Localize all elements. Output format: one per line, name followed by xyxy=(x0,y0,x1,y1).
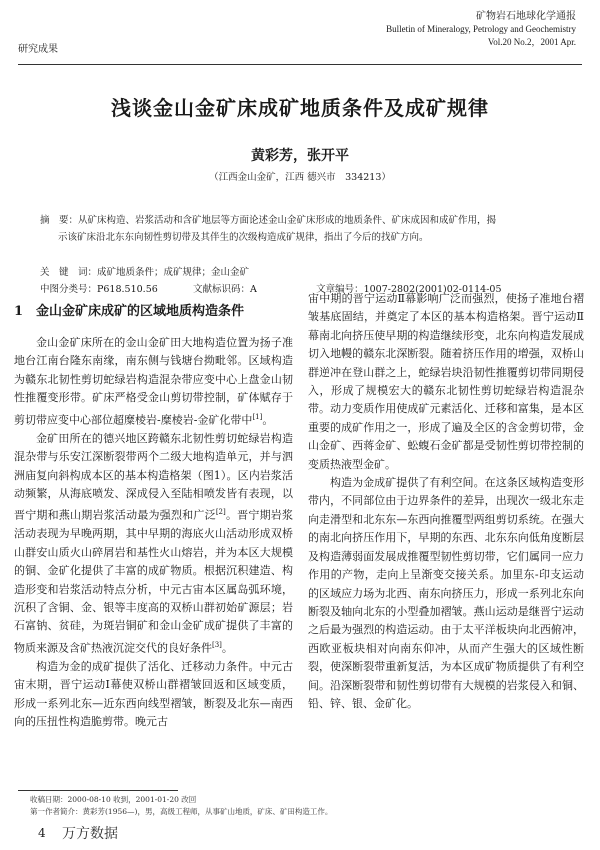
article-number: 文章编号：1007-2802(2001)02-0114-05 xyxy=(316,284,502,295)
clc-number: 中图分类号：P618.510.56 xyxy=(40,284,158,295)
column-right xyxy=(308,290,584,713)
journal-volume: Vol.20 No.2，2001 Apr. xyxy=(487,37,576,47)
citation: [2] xyxy=(215,508,226,517)
keywords-label: 关 键 词： xyxy=(40,267,98,278)
section-label: 研究成果 xyxy=(18,44,58,55)
citation: [1] xyxy=(252,412,263,421)
paragraph: 金矿田所在的德兴地区跨赣东北韧性剪切蛇绿岩构造混杂带与乐安江深断裂带两个二级大地构造单元，并与泗洲庙复向斜构成本区的基本构造格架（图1）。区内岩浆活动频繁，从海底喷发、深成侵入至陆相喷发皆有表现，以晋宁期和燕山期岩浆活动最为强烈和广泛[2]。晋宁期岩浆活动表现为早晚两期，其中早期的海底火山活动形成双桥山群安山质火山碎屑岩和基性火山熔岩，并为本区大规模的铜、金矿化提供了丰富的成矿物质。根据沉积建造、构造形变和岩浆活动特点分析，中元古宙本区属岛弧环境，沉积了含铜、金、银等丰度高的双桥山群初始矿源层；岩石富钠、贫硅，为斑岩铜矿和金山金矿成矿提供了丰富的物质来源及含矿热液沉淀交代的良好条件[3]。 xyxy=(14,431,294,655)
paragraph: 宙中期的晋宁运动Ⅱ幕影响广泛而强烈，使扬子准地台褶皱基底固结，并奠定了本区的基本构造格架。晋宁运动Ⅱ幕南北向挤压使早期的构造继续形变，北东向构造发展成切入地幔的赣东北深断裂。随着挤压作用的增强，双桥山群逆冲在登山群之上，蛇绿岩块沿韧性推覆剪切带同期侵入，形成了规模宏大的赣东北韧性剪切蛇绿岩构造混杂带。动力变质作用使成矿元素活化、迁移和富集，是本区重要的成矿作用之一，形成了遍及全区的含金剪切带，金山金矿、西蒋金矿、蚣蝮石金矿都是受韧性剪切带控制的变质热液型金矿。 xyxy=(308,292,584,471)
watermark: 万方数据 xyxy=(62,826,118,842)
journal-name-cn: 矿物岩石地球化学通报 xyxy=(476,11,576,22)
section-1-heading: 1 金山金矿床成矿的区域地质构造条件 xyxy=(14,304,245,319)
received-date: 收稿日期：2000-08-10 收到，2001-01-20 改回 xyxy=(30,795,197,804)
citation: [3] xyxy=(212,640,222,649)
column-left xyxy=(14,300,293,732)
abstract-label: 摘 要： xyxy=(40,215,79,226)
paragraph: 构造为金的成矿提供了活化、迁移动力条件。中元古宙末期，晋宁运动Ⅰ幕使双桥山群褶皱回返和区域变质，形成一系列北东—近东西向线型褶皱，断裂及北东—南西向的压扭性构造脆剪带。晚元古 xyxy=(14,659,293,729)
header-divider xyxy=(18,64,582,65)
abstract-text-1: 从矿床构造、岩浆活动和含矿地层等方面论述金山金矿床形成的地质条件、矿床成因和成矿作用，揭 xyxy=(78,215,497,226)
abstract xyxy=(40,212,560,246)
journal-header xyxy=(386,10,576,49)
paragraph: 金山金矿床所在的金山金矿田大地构造位置为扬子准地台江南台隆东南缘，南东侧与钱塘台拗毗邻。区域构造为赣东北韧性剪切蛇绿岩构造混杂带应变中心上盘金山韧性推覆变形带。矿床严格受金山剪切带控制，矿体赋存于剪切带应变中心部位超糜棱岩-糜棱岩-金矿化带中[1]。 xyxy=(14,336,293,427)
paper-authors: 黄彩芳，张开平 xyxy=(251,148,349,164)
footnote xyxy=(30,794,332,818)
abstract-text-2: 示该矿床沿北东东向韧性剪切带及其伴生的次级构造成矿规律，指出了今后的找矿方向。 xyxy=(58,232,429,243)
keywords: 成矿地质条件；成矿规律；金山金矿 xyxy=(97,267,250,278)
paper-affiliation: （江西金山金矿，江西 德兴市 334213） xyxy=(209,172,391,183)
paragraph: 构造为金成矿提供了有利空间。在这条区域构造变形带内，不同部位由于边界条件的差异，出现次一级北东走向走滑型和北东东—东西向推覆型两组剪切系统。在强大的南北向挤压作用下，早期的东西、北东东向低角度断层及构造薄弱面发展成推覆型韧性剪切带，它们属同一应力作用的产物，走向上呈渐变交接关系。加里东-印支运动的区域应力场为北西、南东向挤压力，形成一系列北东向断裂及轴向北东的小型叠加褶皱。燕山运动是继晋宁运动之后最为强烈的构造运动。由于太平洋板块向北西俯冲，西欧亚板块相对向南东仰冲，从而产生强大的区域性断裂，使深断裂带重新复活，为本区成矿物质提供了有利空间。沿深断裂带和韧性剪切带有大规模的岩浆侵入和铜、铅、锌、银、金矿化。 xyxy=(308,476,584,710)
journal-name-en: Bulletin of Mineralogy, Petrology and Geochemistry xyxy=(386,24,576,34)
document-code: 文献标识码：A xyxy=(193,284,257,295)
page-number: 4 xyxy=(38,826,46,840)
footnote-divider xyxy=(18,790,178,791)
paper-title: 浅谈金山金矿床成矿地质条件及成矿规律 xyxy=(111,96,489,120)
author-bio: 第一作者简介：黄彩芳(1956—)，男，高级工程师，从事矿山地质，矿床、矿田构造工作。 xyxy=(30,807,333,816)
